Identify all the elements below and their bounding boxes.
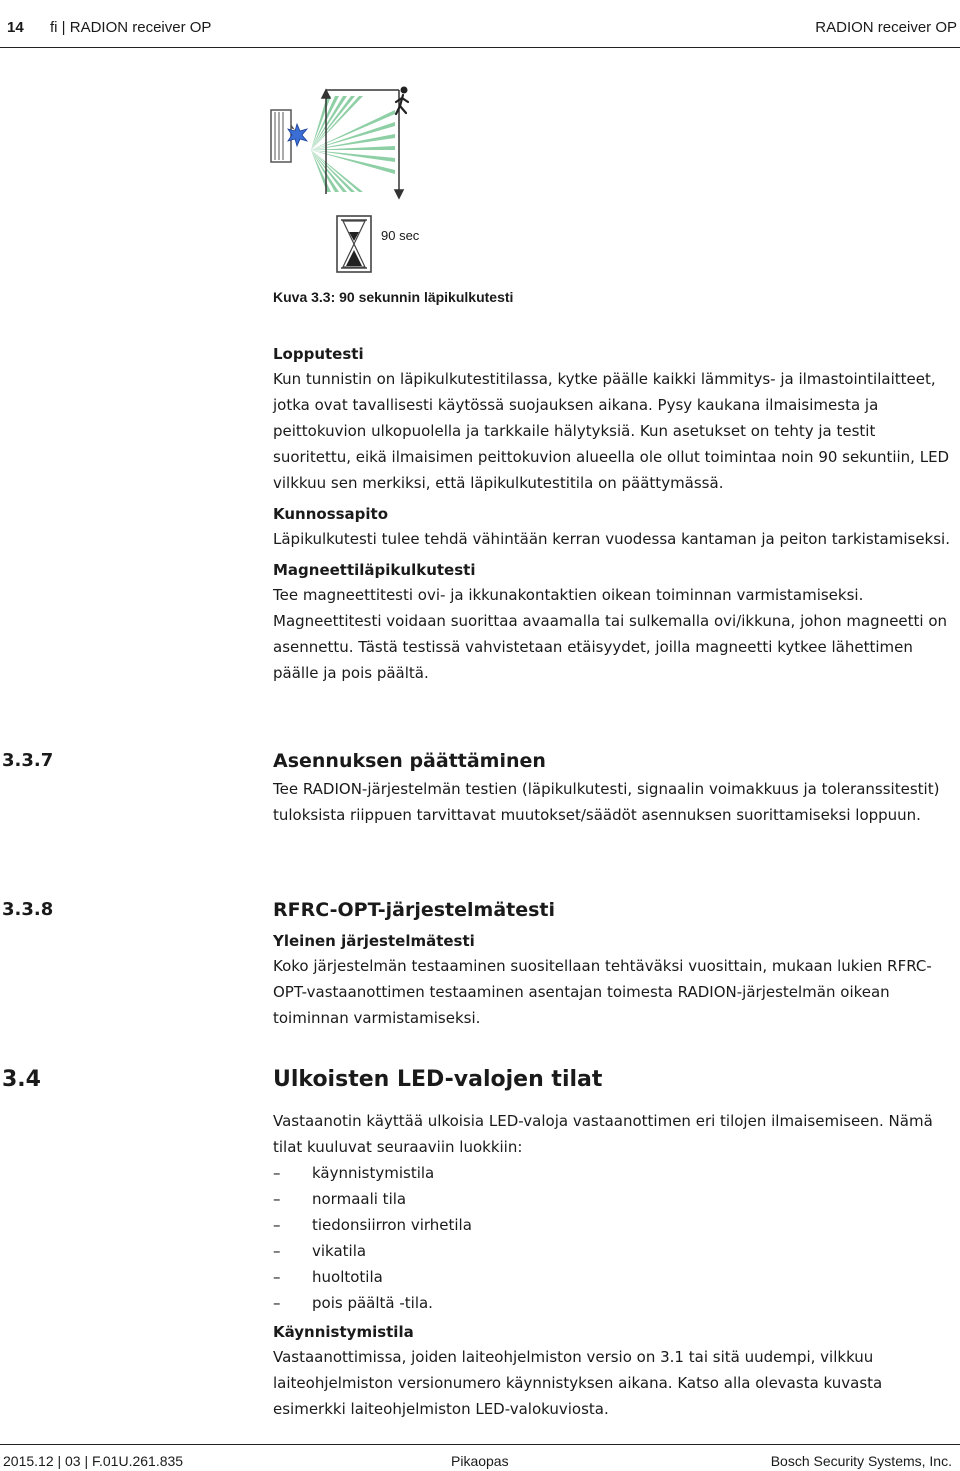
timer-label: 90 sec <box>381 228 420 243</box>
walk-test-section <box>273 342 953 686</box>
section-337-number: 3.3.7 <box>2 750 54 771</box>
footer-left: 2015.12 | 03 | F.01U.261.835 <box>3 1453 184 1469</box>
led-state-list <box>273 1160 953 1316</box>
hourglass-icon <box>337 216 371 272</box>
section-338-number: 3.3.8 <box>2 899 54 920</box>
list-dash: – <box>273 1294 281 1312</box>
magneetti-paragraph: Tee magneettitesti ovi- ja ikkunakontaktien oikean toiminnan varmistamiseksi. Magneettitesti voidaan suorittaa avaamalla tai sulkemalla ovi/ikkuna, johon magneetti on asennettu. Tästä testissä vahvistetaan etäisyydet, joilla magneetti kytkee lähettimen päälle ja pois päältä. <box>273 586 948 682</box>
header-left-title: fi | RADION receiver OP <box>50 19 212 36</box>
list-item-label: tiedonsiirron virhetila <box>312 1216 472 1234</box>
kunnossapito-paragraph: Läpikulkutesti tulee tehdä vähintään kerran vuodessa kantaman ja peiton tarkistamiseksi. <box>273 530 950 548</box>
footer-center: Pikaopas <box>451 1453 509 1469</box>
list-item-label: normaali tila <box>312 1190 407 1208</box>
section-338-paragraph: Koko järjestelmän testaaminen suositellaan tehtäväksi vuosittain, mukaan lukien RFRC-OPT-vastaanottimen testaaminen asentajan toimesta RADION-järjestelmän oikean toiminnan varmistamiseksi. <box>273 957 932 1027</box>
heading-magneetti: Magneettiläpikulkutesti <box>273 561 476 579</box>
list-dash: – <box>273 1216 281 1234</box>
list-dash: – <box>273 1268 281 1286</box>
section-337-title: Asennuksen päättäminen <box>273 750 546 772</box>
list-item-label: pois päältä -tila. <box>312 1294 433 1312</box>
list-item <box>273 1264 953 1290</box>
list-item <box>273 1290 953 1316</box>
heading-kunnossapito: Kunnossapito <box>273 505 389 523</box>
page-number: 14 <box>7 19 24 36</box>
list-item-label: käynnistymistila <box>312 1164 435 1182</box>
figure-caption: Kuva 3.3: 90 sekunnin läpikulkutesti <box>273 289 514 305</box>
list-item <box>273 1212 953 1238</box>
lopputesti-paragraph: Kun tunnistin on läpikulkutestitilassa, kytke päälle kaikki lämmitys- ja ilmastointilaitteet, jotka ovat tavallisesti käytössä suojauksen aikana. Pysy kaukana ilmaisimesta ja peittokuvion ulkopuolella ja tarkkaile hälytyksiä. Kun asetukset on tehty ja testit suoritettu, eikä ilmaisimen peittokuvion alueella ole ollut toimintaa noin 90 sekuntiin, LED vilkkuu sen merkiksi, että läpikulkutestitila on päättymässä. <box>273 370 950 492</box>
section-34-intro: Vastaanotin käyttää ulkoisia LED-valoja vastaanottimen eri tilojen ilmaisemiseen. Nämä tilat kuuluvat seuraaviin luokkiin: <box>273 1112 933 1156</box>
startup-paragraph: Vastaanottimissa, joiden laiteohjelmiston versio on 3.1 tai sitä uudempi, vilkkuu laiteohjelmiston versionumero käynnistyksen aikana. Katso alla olevasta kuvasta esimerkki laiteohjelmiston LED-valokuviosta. <box>273 1348 883 1418</box>
section-338-title: RFRC-OPT-järjestelmätesti <box>273 899 556 921</box>
section-34-title: Ulkoisten LED-valojen tilat <box>273 1067 603 1092</box>
list-dash: – <box>273 1164 281 1182</box>
list-item <box>273 1238 953 1264</box>
list-item <box>273 1186 953 1212</box>
list-item-label: huoltotila <box>312 1268 383 1286</box>
list-dash: – <box>273 1242 281 1260</box>
list-dash: – <box>273 1190 281 1208</box>
header-right-title: RADION receiver OP <box>815 19 957 36</box>
heading-lopputesti: Lopputesti <box>273 345 364 363</box>
header-rule <box>0 47 960 48</box>
heading-kaynnistymistila: Käynnistymistila <box>273 1323 414 1341</box>
detection-beams <box>311 96 395 192</box>
footer-right: Bosch Security Systems, Inc. <box>770 1453 952 1469</box>
list-item <box>273 1160 953 1186</box>
walk-test-figure <box>265 80 425 280</box>
section-34-number: 3.4 <box>2 1067 41 1092</box>
walk-path-arrows <box>322 90 403 198</box>
footer-rule <box>0 1444 960 1445</box>
heading-yleinen: Yleinen järjestelmätesti <box>273 932 475 950</box>
section-34-body <box>273 1108 953 1422</box>
list-item-label: vikatila <box>312 1242 367 1260</box>
section-338-body <box>273 929 953 1031</box>
section-337-paragraph: Tee RADION-järjestelmän testien (läpikulkutesti, signaalin voimakkuus ja toleranssitestit) tuloksista riippuen tarvittavat muutokset/säädöt asennuksen suorittamiseksi loppuun. <box>273 780 940 824</box>
